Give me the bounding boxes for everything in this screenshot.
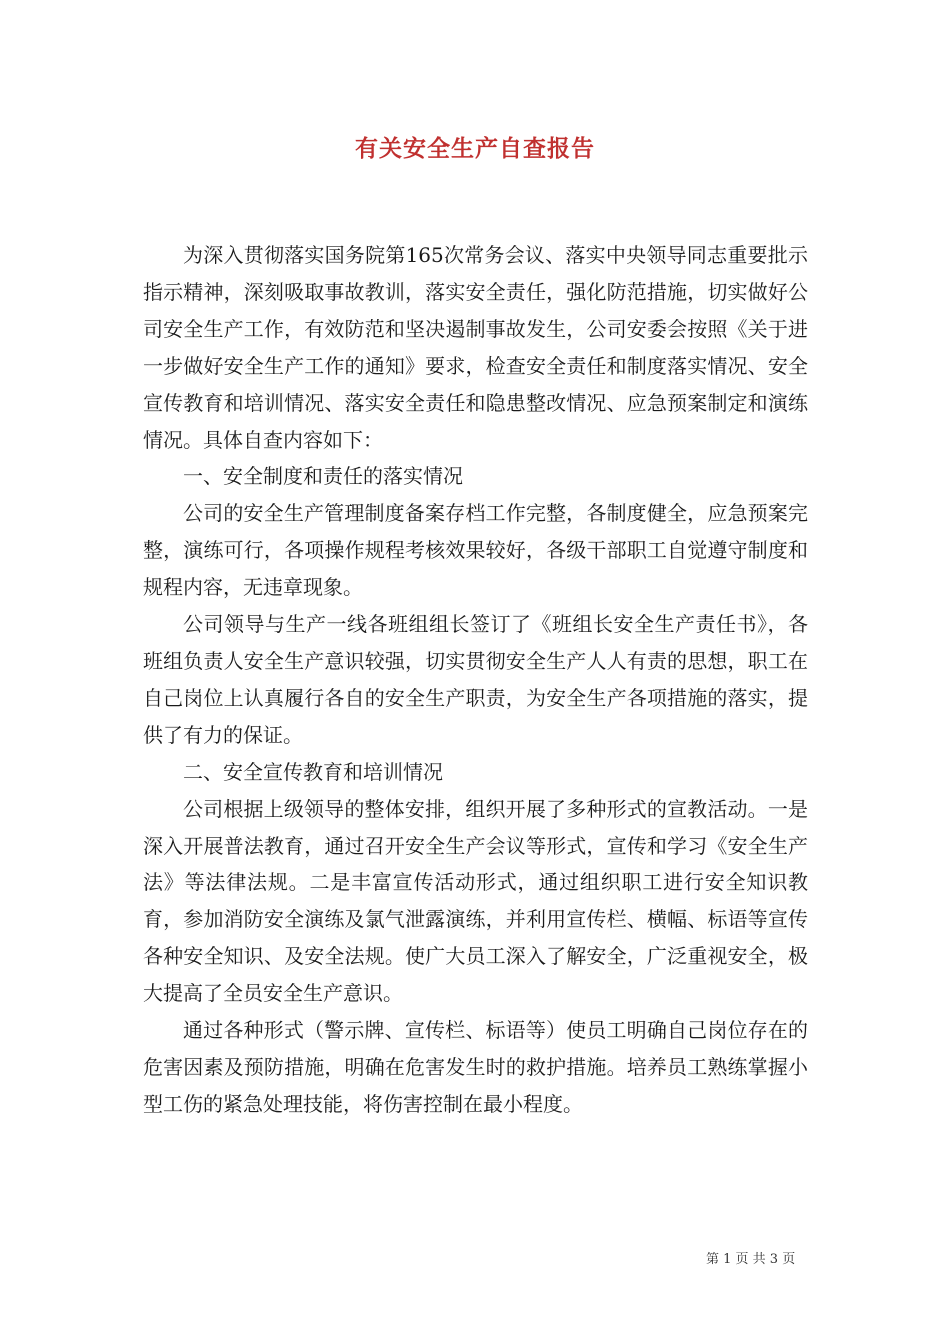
page-number-footer: 第 1 页 共 3 页 [706,1252,796,1267]
section-heading-1: 一、安全制度和责任的落实情况 [183,464,463,489]
paragraph: 公司的安全生产管理制度备案存档工作完整，各制度健全，应急预案完整，演练可行，各项操作规程考核效果较好，各级干部职工自觉遵守制度和规程内容，无违章现象。 [143,501,808,600]
paragraph: 通过各种形式（警示牌、宣传栏、标语等）使员工明确自己岗位存在的危害因素及预防措施，明确在危害发生时的救护措施。培养员工熟练掌握小型工伤的紧急处理技能，将伤害控制在最小程度。 [143,1018,808,1116]
document-title: 有关安全生产自查报告 [355,135,595,162]
document-body [143,237,808,1123]
section-heading-2: 二、安全宣传教育和培训情况 [183,759,443,784]
paragraph: 公司领导与生产一线各班组组长签订了《班组长安全生产责任书》，各班组负责人安全生产意识较强，切实贯彻安全生产人人有责的思想，职工在自己岗位上认真履行各自的安全生产职责，为安全生产各项措施的落实，提供了有力的保证。 [143,612,808,747]
paragraph: 公司根据上级领导的整体安排，组织开展了多种形式的宣教活动。一是深入开展普法教育，通过召开安全生产会议等形式，宣传和学习《安全生产法》等法律法规。二是丰富宣传活动形式，通过组织职工进行安全知识教育，参加消防安全演练及氯气泄露演练，并利用宣传栏、横幅、标语等宣传各种安全知识、及安全法规。使广大员工深入了解安全，广泛重视安全，极大提高了全员安全生产意识。 [143,796,808,1006]
paragraph-intro: 为深入贯彻落实国务院第165次常务会议、落实中央领导同志重要批示指示精神，深刻吸取事故教训，落实安全责任，强化防范措施，切实做好公司安全生产工作，有效防范和坚决遏制事故发生，公司安委会按照《关于进一步做好安全生产工作的通知》要求，检查安全责任和制度落实情况、安全宣传教育和培训情况、落实安全责任和隐患整改情况、应急预案制定和演练情况。具体自查内容如下： [143,243,808,452]
